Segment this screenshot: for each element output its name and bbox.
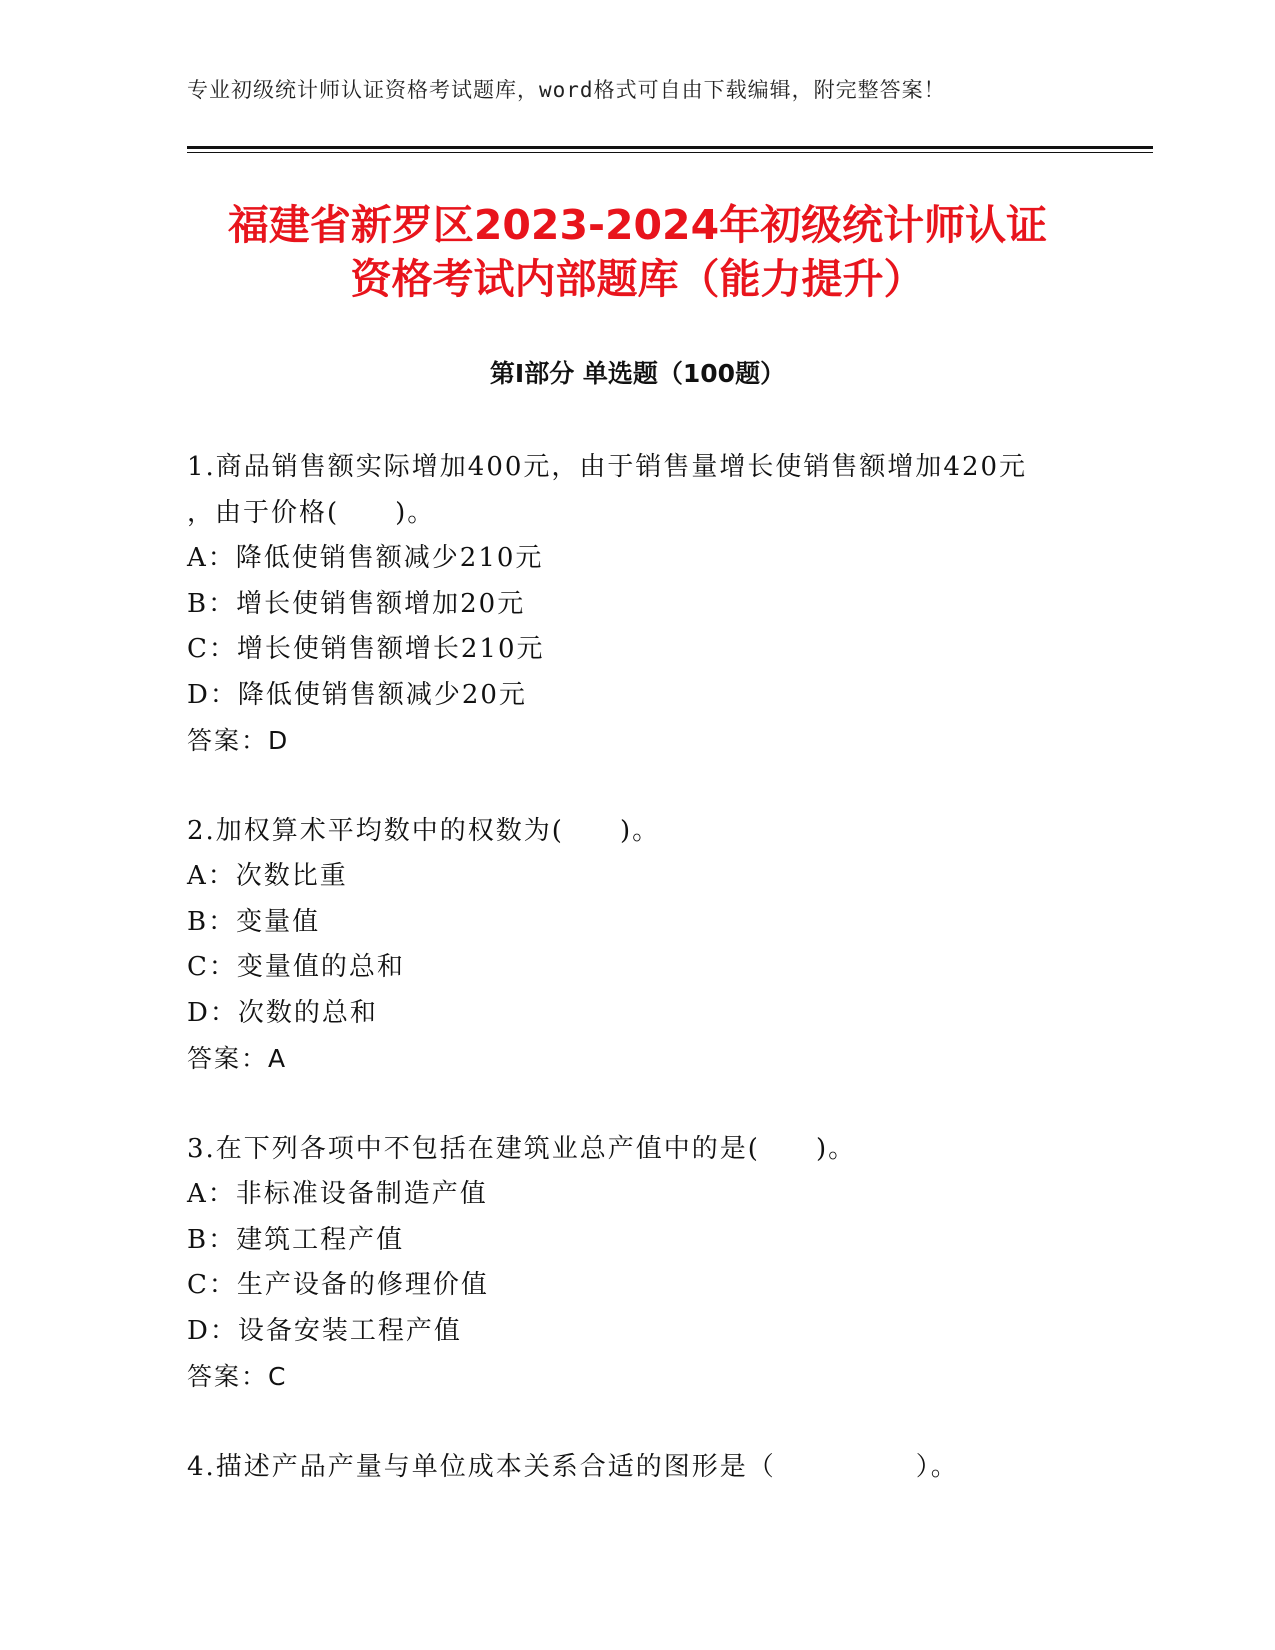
document-title (150, 198, 1125, 306)
question-stem: 2.加权算术平均数中的权数为( )。 (187, 815, 661, 846)
section-heading: 第I部分 单选题（100题） (489, 359, 786, 388)
option-c: C：变量值的总和 (187, 952, 405, 982)
question-stem: 3.在下列各项中不包括在建筑业总产值中的是( )。 (187, 1133, 857, 1164)
answer-label: 答案：A (187, 1044, 288, 1073)
option-c: C：生产设备的修理价值 (187, 1270, 489, 1300)
question-stem-continued: ，由于价格( )。 (187, 497, 436, 528)
answer-label: 答案：D (187, 726, 290, 755)
option-a: A：降低使销售额减少210元 (187, 543, 544, 573)
option-d: D：次数的总和 (187, 997, 378, 1028)
question-2 (187, 809, 1087, 1082)
header-rule-thick (187, 146, 1153, 149)
header-rule-thin (187, 152, 1153, 153)
option-d: D：降低使销售额减少20元 (187, 679, 527, 710)
option-b: B：增长使销售额增加20元 (187, 588, 526, 619)
question-3 (187, 1127, 1087, 1400)
option-a: A：非标准设备制造产值 (187, 1179, 488, 1209)
question-stem: 1.商品销售额实际增加400元，由于销售量增长使销售额增加420元 (187, 452, 1028, 482)
answer-label: 答案：C (187, 1362, 288, 1391)
question-stem: 4.描述产品产量与单位成本关系合适的图形是（ ）。 (187, 1451, 959, 1482)
title-line-2: 资格考试内部题库（能力提升） (350, 255, 925, 303)
title-line-1: 福建省新罗区2023-2024年初级统计师认证 (227, 201, 1048, 249)
header-note: 专业初级统计师认证资格考试题库，word格式可自由下载编辑，附完整答案！ (187, 78, 946, 102)
option-b: B：变量值 (187, 906, 321, 937)
option-d: D：设备安装工程产值 (187, 1315, 462, 1346)
question-1 (187, 445, 1087, 764)
option-a: A：次数比重 (187, 861, 348, 891)
question-list (187, 445, 1087, 1535)
question-4 (187, 1445, 1087, 1491)
option-b: B：建筑工程产值 (187, 1224, 405, 1255)
option-c: C：增长使销售额增长210元 (187, 634, 545, 664)
